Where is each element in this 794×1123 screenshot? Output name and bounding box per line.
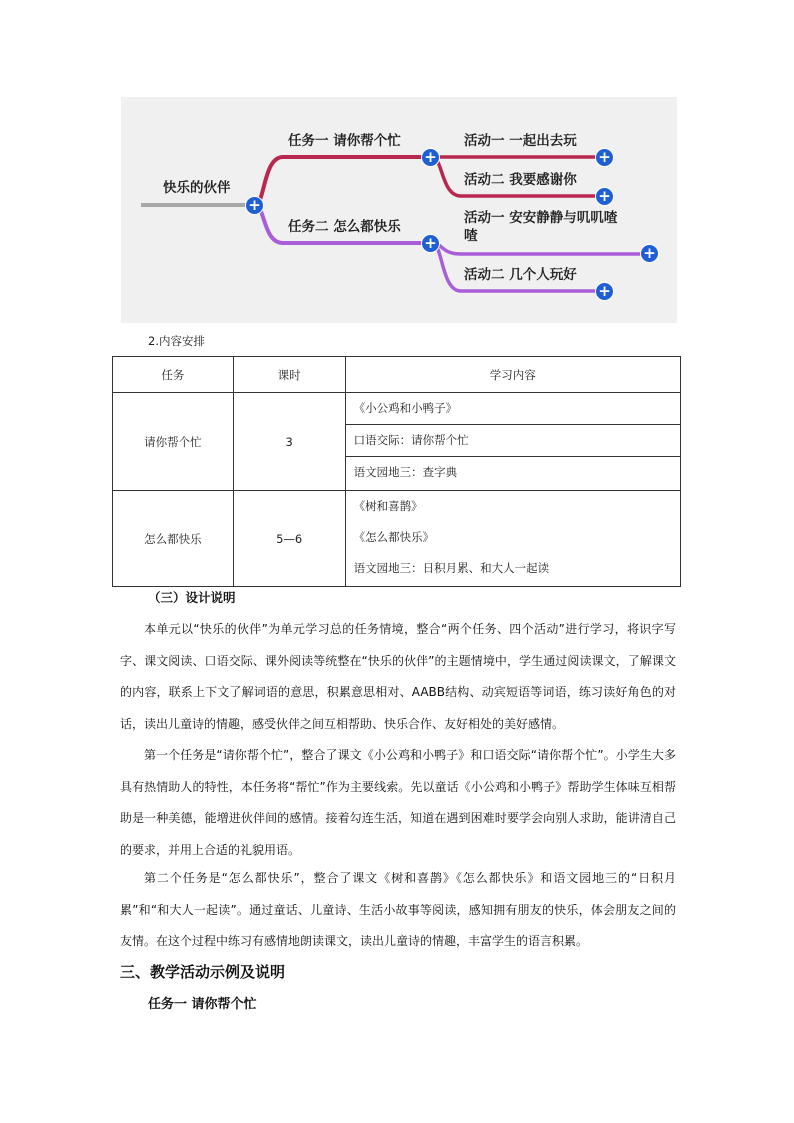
design-paragraph-1: 本单元以“快乐的伙伴”为单元学习总的任务情境，整合“两个任务、四个活动”进行学习，将识字写字、课文阅读、口语交际、课外阅读等统整在“快乐的伙伴”的主题情境中，学生通过阅读课文，了解课文的内容，联系上下文了解词语的意思，积累意思相对、AABB结构、动宾短语等词语，练习读好角色的对话，读出儿童诗的情趣，感受伙伴之间互相帮助、快乐合作、友好相处的美好感情。 xyxy=(120,622,676,731)
expand-root-plus-icon[interactable]: + xyxy=(245,196,264,215)
section3-title: 三、教学活动示例及说明 xyxy=(120,963,286,981)
mind-map-t2-act2: 活动二 几个人玩好 xyxy=(464,267,577,283)
row1-content-item: 口语交际：请你帮个忙 xyxy=(346,425,680,457)
expand-t1-act1-plus-icon[interactable]: + xyxy=(595,148,614,167)
expand-t2-act1-plus-icon[interactable]: + xyxy=(640,244,659,263)
row1-contents xyxy=(345,393,680,491)
task1-branch-line xyxy=(255,157,426,205)
design-heading: （三）设计说明 xyxy=(148,590,236,605)
table-header-row xyxy=(113,357,681,393)
row1-content-item: 语文园地三：查字典 xyxy=(353,465,458,479)
header-task: 任务 xyxy=(113,357,234,393)
mind-map-task2: 任务二 怎么都快乐 xyxy=(288,219,401,235)
table-row xyxy=(113,393,681,491)
mind-map-t2-act1-line2: 喳 xyxy=(464,228,478,244)
content-arrangement-table xyxy=(112,356,681,587)
mind-map xyxy=(121,97,677,323)
row2-content-item: 语文园地三：日积月累、和大人一起读 xyxy=(353,561,550,575)
expand-task1-plus-icon[interactable]: + xyxy=(421,148,440,167)
header-hours: 课时 xyxy=(233,357,345,393)
row2-task: 怎么都快乐 xyxy=(113,491,234,587)
table-row xyxy=(113,491,681,587)
row1-hours: 3 xyxy=(233,393,345,491)
mind-map-t1-act1: 活动一 一起出去玩 xyxy=(464,133,577,149)
mind-map-root: 快乐的伙伴 xyxy=(163,180,231,196)
row2-contents xyxy=(345,491,680,587)
row2-content-item: 《怎么都快乐》 xyxy=(353,530,435,544)
mind-map-task1: 任务一 请你帮个忙 xyxy=(288,133,401,149)
header-content: 学习内容 xyxy=(345,357,680,393)
expand-t2-act2-plus-icon[interactable]: + xyxy=(595,282,614,301)
content-arrangement-label: 2.内容安排 xyxy=(148,334,205,348)
mind-map-t2-act1-line1: 活动一 安安静静与叽叽喳 xyxy=(464,210,618,226)
row2-hours: 5—6 xyxy=(233,491,345,587)
mind-map-t1-act2: 活动二 我要感谢你 xyxy=(464,172,577,188)
row2-content-item: 《树和喜鹊》 xyxy=(353,499,423,513)
task1-title: 任务一 请你帮个忙 xyxy=(148,997,257,1012)
row1-content-item: 《小公鸡和小鸭子》 xyxy=(346,393,680,425)
row1-task: 请你帮个忙 xyxy=(113,393,234,491)
expand-t1-act2-plus-icon[interactable]: + xyxy=(595,187,614,206)
expand-task2-plus-icon[interactable]: + xyxy=(421,234,440,253)
design-paragraph-2: 第一个任务是“请你帮个忙”，整合了课文《小公鸡和小鸭子》和口语交际“请你帮个忙”。小学生大多具有热情助人的特性，本任务将“帮忙”作为主要线索。先以童话《小公鸡和小鸭子》帮助学生体味互相帮助是一种美德，能增进伙伴间的感情。接着勾连生活，知道在遇到困难时要学会向别人求助，能讲清自己的要求，并用上合适的礼貌用语。 xyxy=(120,748,676,857)
design-paragraph-3: 第二个任务是“怎么都快乐”，整合了课文《树和喜鹊》《怎么都快乐》和语文园地三的“日积月累”和“和大人一起读”。通过童话、儿童诗、生活小故事等阅读，感知拥有朋友的快乐，体会朋友之间的友情。在这个过程中练习有感情地朗读课文，读出儿童诗的情趣，丰富学生的语言积累。 xyxy=(120,871,676,948)
